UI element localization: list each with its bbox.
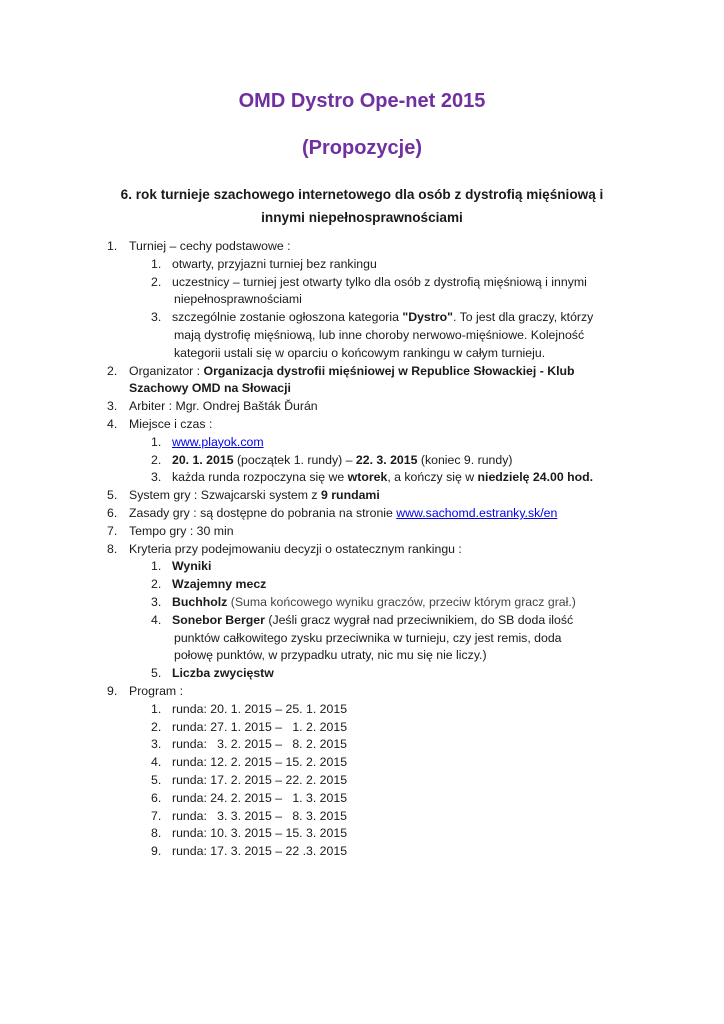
item-text: Tempo gry : 30 min xyxy=(129,523,234,538)
item-text: Miejsce i czas : xyxy=(129,416,213,431)
subitem-text xyxy=(172,309,593,327)
sublist-item-continuation xyxy=(0,291,724,309)
criterion-name: Wzajemny mecz xyxy=(172,577,267,592)
item-text xyxy=(129,487,380,505)
item-number: 5. xyxy=(107,488,118,503)
round-dates: runda: 24. 2. 2015 – 1. 3. 2015 xyxy=(172,790,348,805)
round-number: 4. xyxy=(151,755,162,770)
list-item-6 xyxy=(0,505,724,523)
text-run: Zasady gry : są dostępne do pobrania na stronie xyxy=(129,505,397,520)
sublist-item-continuation xyxy=(0,345,724,363)
sublist-item-continuation xyxy=(0,647,724,665)
subitem-number: 1. xyxy=(151,434,162,449)
item-number: 4. xyxy=(107,416,118,431)
item-text xyxy=(129,505,557,523)
criterion-name: Wyniki xyxy=(172,559,212,574)
sublist-item xyxy=(0,256,724,274)
program-round xyxy=(0,825,724,843)
subitem-text xyxy=(172,612,573,630)
end-date: 22. 3. 2015 xyxy=(355,452,418,467)
subitem-number: 2. xyxy=(151,274,162,289)
organizer-name: Organizacja dystrofii mięśniowej w Republice Słowackiej - Klub xyxy=(203,363,575,378)
text-run: (koniec 9. rundy) xyxy=(417,452,513,467)
round-dates: runda: 17. 2. 2015 – 22. 2. 2015 xyxy=(172,772,348,787)
round-number: 2. xyxy=(151,719,162,734)
sublist-item-continuation xyxy=(0,327,724,345)
rules-link[interactable]: www.sachomd.estranky.sk/en xyxy=(396,505,558,520)
list-item-7 xyxy=(0,523,724,541)
sublist-item xyxy=(0,576,724,594)
program-round xyxy=(0,808,724,826)
round-number: 8. xyxy=(151,826,162,841)
rounds-count: 9 rundami xyxy=(321,488,380,503)
sublist-item xyxy=(0,665,724,683)
text-run: . To jest dla graczy, którzy xyxy=(453,310,594,325)
sublist-item xyxy=(0,452,724,470)
sublist-item xyxy=(0,594,724,612)
document-title: OMD Dystro Ope-net 2015 xyxy=(238,90,486,112)
round-dates: runda: 27. 1. 2015 – 1. 2. 2015 xyxy=(172,719,348,734)
round-number: 1. xyxy=(151,701,162,716)
round-dates: runda: 20. 1. 2015 – 25. 1. 2015 xyxy=(172,701,348,716)
sublist-item xyxy=(0,274,724,292)
round-number: 3. xyxy=(151,737,162,752)
round-number: 9. xyxy=(151,844,162,859)
sublist-item xyxy=(0,309,724,327)
text-run: szczególnie zostanie ogłoszona kategoria xyxy=(172,310,403,325)
start-day: wtorek xyxy=(347,470,388,485)
round-dates: runda: 10. 3. 2015 – 15. 3. 2015 xyxy=(172,826,348,841)
subitem-text xyxy=(172,594,576,612)
list-item-5 xyxy=(0,487,724,505)
round-dates: runda: 17. 3. 2015 – 22 .3. 2015 xyxy=(172,844,348,859)
criterion-note: (Suma końcowego wyniku graczów, przeciw którym gracz grał.) xyxy=(227,594,576,609)
item-text: Arbiter : Mgr. Ondrej Bašták Ďurán xyxy=(129,399,318,414)
criterion-name: Buchholz xyxy=(172,594,228,609)
program-round xyxy=(0,790,724,808)
item-number: 6. xyxy=(107,505,118,520)
subitem-number: 2. xyxy=(151,577,162,592)
round-number: 5. xyxy=(151,772,162,787)
round-dates: runda: 3. 2. 2015 – 8. 2. 2015 xyxy=(172,737,348,752)
criterion-note-cont: punktów całkowitego zysku przeciwnika w turnieju, czy jest remis, doda xyxy=(174,630,562,645)
subitem-number: 2. xyxy=(151,452,162,467)
round-number: 7. xyxy=(151,808,162,823)
program-round xyxy=(0,736,724,754)
subitem-text-cont: mają dystrofię mięśniową, lub inne choroby nerwowo-mięśniowe. Kolejność xyxy=(174,327,585,342)
list-item-3 xyxy=(0,398,724,416)
item-text: Kryteria przy podejmowaniu decyzji o ostatecznym rankingu : xyxy=(129,541,462,556)
start-date: 20. 1. 2015 xyxy=(172,452,234,467)
end-day: niedzielę 24.00 hod. xyxy=(477,470,594,485)
program-round xyxy=(0,701,724,719)
criterion-name: Liczba zwycięstw xyxy=(172,666,274,681)
criterion-note-cont: połowę punktów, w przypadku utraty, nic mu się nie liczy.) xyxy=(174,648,487,663)
propositions-list xyxy=(0,238,724,861)
subitem-text xyxy=(172,469,593,487)
item-number: 7. xyxy=(107,523,118,538)
criterion-note: (Jeśli gracz wygrał nad przeciwnikiem, do SB doda ilość xyxy=(264,612,574,627)
heading-line-2: innymi niepełnosprawnościami xyxy=(261,210,463,225)
sublist-item-continuation xyxy=(0,630,724,648)
organizer-name-cont: Szachowy OMD na Słowacji xyxy=(129,381,291,396)
list-item-8 xyxy=(0,541,724,559)
item-text xyxy=(129,363,575,381)
program-round xyxy=(0,754,724,772)
subitem-text-cont: niepełnosprawnościami xyxy=(174,292,302,307)
sublist-item xyxy=(0,558,724,576)
item-number: 9. xyxy=(107,683,118,698)
text-run: (początek 1. rundy) – xyxy=(233,452,356,467)
dystro-category: "Dystro" xyxy=(402,310,453,325)
sublist-item xyxy=(0,469,724,487)
program-rounds xyxy=(0,701,724,861)
program-round xyxy=(0,772,724,790)
subitem-number: 3. xyxy=(151,310,162,325)
subitem-text-cont: kategorii ustali się w oparciu o końcowym rankingu w całym turnieju. xyxy=(174,345,546,360)
list-item-1 xyxy=(0,238,724,256)
sublist-item xyxy=(0,434,724,452)
item-text: Turniej – cechy podstawowe : xyxy=(129,239,291,253)
subitem-number: 3. xyxy=(151,594,162,609)
subitem-number: 3. xyxy=(151,470,162,485)
document-subtitle: (Propozycje) xyxy=(301,137,423,159)
text-run: Organizator : xyxy=(129,363,204,378)
list-item-4 xyxy=(0,416,724,434)
sublist-item xyxy=(0,612,724,630)
subitem-number: 1. xyxy=(151,559,162,574)
text-run: System gry : Szwajcarski system z xyxy=(129,488,322,503)
subitem-text: uczestnicy – turniej jest otwarty tylko dla osób z dystrofią mięśniową i innymi xyxy=(172,274,587,289)
program-round xyxy=(0,719,724,737)
subitem-number: 1. xyxy=(151,256,162,271)
item-number: 8. xyxy=(107,541,118,556)
item-number: 3. xyxy=(107,399,118,414)
subitem-text xyxy=(172,452,512,470)
text-run: każda runda rozpoczyna się we xyxy=(172,470,348,485)
heading-line-1: 6. rok turnieje szachowego internetowego dla osób z dystrofią mięśniową i xyxy=(120,187,604,202)
item-number: 2. xyxy=(107,363,118,378)
playok-link[interactable]: www.playok.com xyxy=(172,434,264,449)
round-dates: runda: 12. 2. 2015 – 15. 2. 2015 xyxy=(172,755,348,770)
subitem-number: 4. xyxy=(151,612,162,627)
subitem-number: 5. xyxy=(151,666,162,681)
list-item-9 xyxy=(0,683,724,701)
subitem-text: otwarty, przyjazni turniej bez rankingu xyxy=(172,256,377,271)
program-round xyxy=(0,843,724,861)
round-number: 6. xyxy=(151,790,162,805)
criterion-name: Sonebor Berger xyxy=(172,612,265,627)
item-number: 1. xyxy=(107,239,118,253)
document-heading xyxy=(60,183,664,229)
round-dates: runda: 3. 3. 2015 – 8. 3. 2015 xyxy=(172,808,348,823)
list-item-continuation xyxy=(0,380,724,398)
item-text: Program : xyxy=(129,683,183,698)
text-run: , a kończy się w xyxy=(387,470,478,485)
list-item-2 xyxy=(0,363,724,381)
